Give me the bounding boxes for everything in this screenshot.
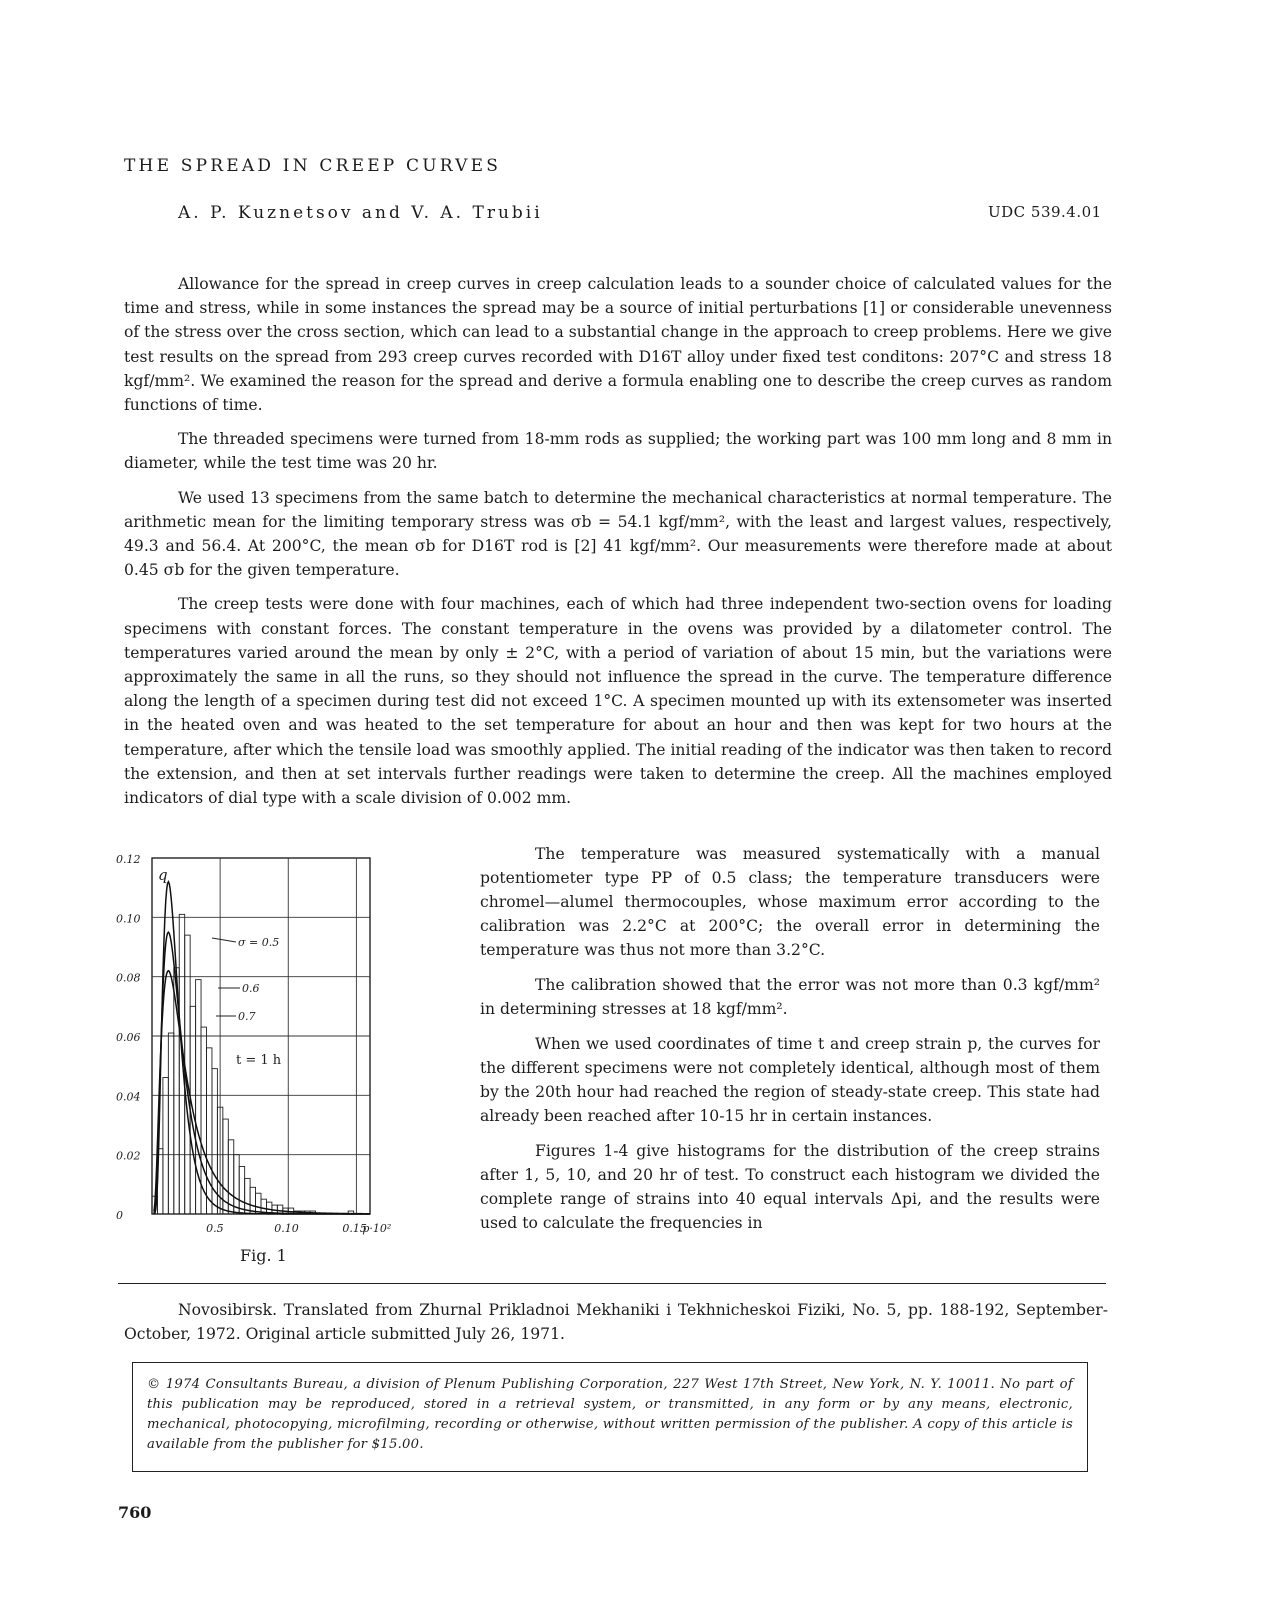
paragraph-5: The temperature was measured systematically with a manual potentiometer type PP of 0.5 class; the temperature transducers were chromel—alumel thermocouples, whose maximum error according to the calibration was 2.2°C at 200°C; the overall error in determining the temperature was thus not more than 3.2°C. [480, 845, 1100, 959]
histogram-bar [245, 1178, 250, 1214]
article-authors: A. P. Kuznetsov and V. A. Trubii [178, 203, 543, 223]
histogram-bar [239, 1167, 244, 1214]
footnote [124, 1298, 1108, 1346]
density-curve [154, 882, 370, 1214]
udc-code: UDC 539.4.01 [988, 203, 1102, 221]
copyright-text: © 1974 Consultants Bureau, a division of Plenum Publishing Corporation, 227 West 17th Street, New York, N. Y. 10011. No part of this publication may be reproduced, stored in a retrieval system, or transmitted, in any form or by any means, electronic, mechanical, photocopying, microfilming, recording or otherwise, without written permission of the publisher. A copy of this article is available from the publisher for $15.00. [147, 1377, 1073, 1452]
paragraph-4: The creep tests were done with four machines, each of which had three independent two-section ovens for loading specimens with constant forces. The constant temperature in the ovens was provided by a dilatometer control. The temperatures varied around the mean by only ± 2°C, with a period of variation of about 15 min, but the variations were approximately the same in all the runs, so they should not influence the spread in the curve. The temperature difference along the length of a specimen during test did not exceed 1°C. A specimen mounted up with its extensometer was inserted in the heated oven and was heated to the set temperature for about an hour and then was kept for two hours at the temperature, after which the tensile load was smoothly applied. The initial reading of the indicator was then taken to record the extension, and then at set intervals further readings were taken to determine the creep. All the machines employed indicators of dial type with a scale division of 0.002 mm. [124, 595, 1112, 808]
histogram-bar [228, 1140, 233, 1214]
paragraph-1: Allowance for the spread in creep curves in creep calculation leads to a sounder choice of calculated values for the time and stress, while in some instances the spread may be a source of initial perturbations [1] or considerable unevenness of the stress over the cross section, which can lead to a substantial change in the approach to creep problems. Here we give test results on the spread from 293 creep curves recorded with D16T alloy under fixed test conditons: 207°C and stress 18 kgf/mm². We examined the reason for the spread and derive a formula enabling one to describe the creep curves as random functions of time. [124, 275, 1112, 415]
histogram-bar [196, 980, 201, 1214]
page-number: 760 [118, 1503, 152, 1522]
density-curve [154, 971, 370, 1214]
y-tick-label: 0.08 [116, 971, 141, 985]
y-tick-label: 0.04 [116, 1090, 141, 1104]
histogram-bar [168, 1033, 173, 1214]
y-axis-label: q [158, 866, 168, 884]
histogram-bar [207, 1048, 212, 1214]
x-tick-label: 0.10 [274, 1222, 299, 1235]
curve-label: σ = 0.5 [238, 936, 280, 949]
curve-label-leader [212, 938, 236, 942]
figure-1 [112, 846, 440, 1276]
paragraph-3: We used 13 specimens from the same batch to determine the mechanical characteristics at normal temperature. The arithmetic mean for the limiting temporary stress was σb = 54.1 kgf/mm², with the least and largest values, respectively, 49.3 and 56.4. At 200°C, the mean σb for D16T rod is [2] 41 kgf/mm². Our measurements were therefore made at about 0.45 σb for the given temperature. [124, 488, 1112, 580]
curve-label: 0.6 [242, 982, 260, 995]
histogram-bar [250, 1187, 255, 1214]
paragraph-7: When we used coordinates of time t and creep strain p, the curves for the different specimens were not completely identical, although most of them by the 20th hour had reached the region of steady-state creep. This state had already been reached after 10-15 hr in certain instances. [480, 1035, 1100, 1125]
curve-label: 0.7 [238, 1010, 256, 1023]
histogram-bar [234, 1155, 239, 1214]
y-tick-label: 0.12 [116, 853, 141, 866]
x-axis-label: p·10² [362, 1222, 392, 1235]
main-text [124, 272, 1112, 820]
x-tick-label: 0.15 [342, 1222, 367, 1235]
copyright-box [132, 1362, 1088, 1472]
axis-ticks [116, 853, 367, 1235]
histogram-chart [112, 846, 440, 1246]
y-tick-label: 0.06 [116, 1031, 141, 1044]
paragraph-2: The threaded specimens were turned from 18-mm rods as supplied; the working part was 100 mm long and 8 mm in diameter, while the test time was 20 hr. [124, 430, 1112, 473]
y-tick-label: 0.02 [116, 1149, 141, 1163]
article-title: THE SPREAD IN CREEP CURVES [124, 156, 502, 176]
time-label: t = 1 h [236, 1053, 282, 1068]
x-tick-label: 0.5 [206, 1222, 224, 1235]
histogram-bar [163, 1078, 168, 1214]
footnote-text: Novosibirsk. Translated from Zhurnal Prikladnoi Mekhaniki i Tekhnicheskoi Fiziki, No. 5, pp. 188-192, September-October, 1972. Original article submitted July 26, 1971. [124, 1301, 1108, 1343]
paragraph-8: Figures 1-4 give histograms for the distribution of the creep strains after 1, 5, 10, and 20 hr of test. To construct each histogram we divided the complete range of strains into 40 equal intervals Δpi, and the results were used to calculate the frequencies in [480, 1142, 1100, 1232]
y-tick-label: 0.10 [116, 912, 141, 926]
footnote-rule [118, 1283, 1106, 1284]
paragraph-6: The calibration showed that the error was not more than 0.3 kgf/mm² in determining stresses at 18 kgf/mm². [480, 976, 1100, 1018]
figure-caption: Fig. 1 [240, 1246, 287, 1265]
right-column-text [480, 842, 1100, 1246]
y-tick-label: 0 [116, 1209, 123, 1222]
density-curves [154, 882, 370, 1214]
